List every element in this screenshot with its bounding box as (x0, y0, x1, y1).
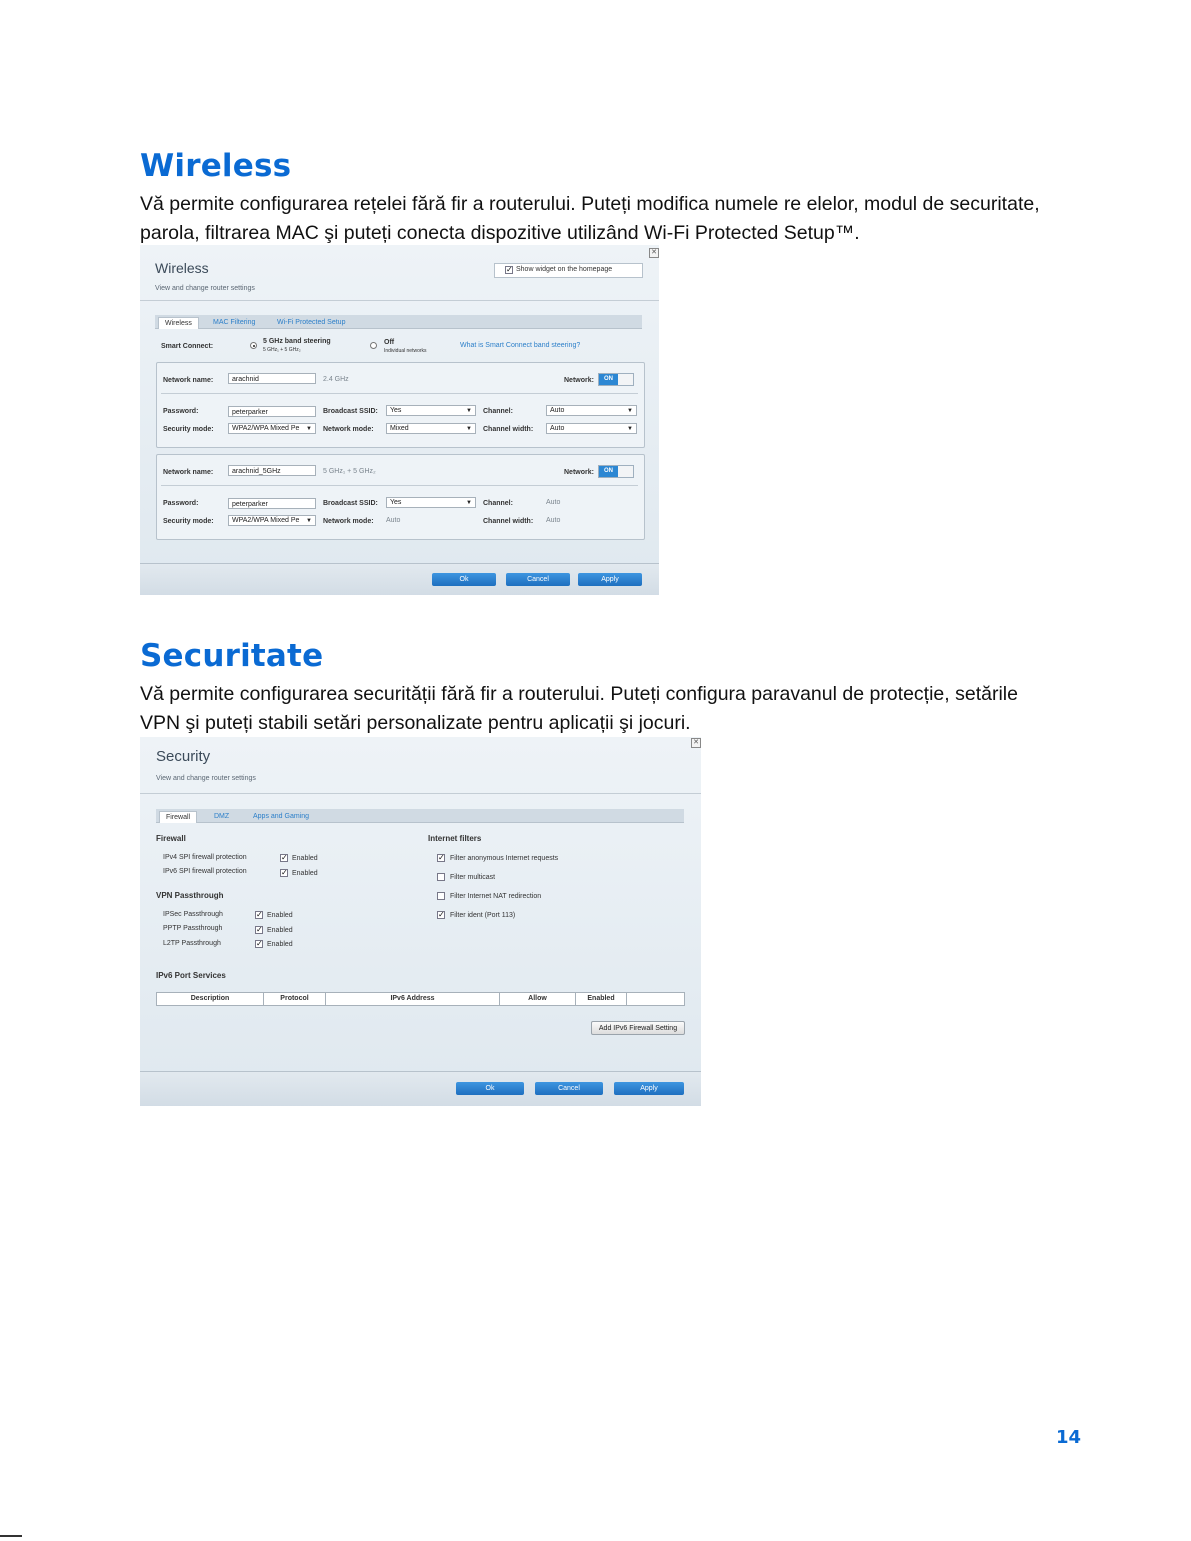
tab-dmz[interactable]: DMZ (214, 813, 230, 820)
network-name-label: Network name: (163, 469, 214, 476)
ipv4-spi-label: IPv4 SPI firewall protection (163, 854, 247, 861)
channel-label: Channel: (483, 500, 513, 507)
channel-width-value: Auto (546, 517, 561, 524)
tab-mac-filtering[interactable]: MAC Filtering (213, 319, 256, 326)
col-enabled: Enabled (576, 993, 627, 1005)
off-sub: Individual networks (384, 348, 427, 354)
ipsec-value: Enabled (267, 912, 293, 919)
broadcast-ssid-label: Broadcast SSID: (323, 500, 378, 507)
band-steering-sub: 5 GHz₁ + 5 GHz₂ (263, 347, 301, 353)
col-ipv6-address: IPv6 Address (326, 993, 500, 1005)
network-mode-value: Auto (386, 517, 401, 524)
ipsec-checkbox[interactable]: ✓ (256, 910, 263, 919)
ipsec-label: IPSec Passthrough (163, 911, 223, 918)
cancel-button[interactable]: Cancel (535, 1082, 603, 1095)
widget-option[interactable] (494, 263, 643, 278)
ipv4-spi-checkbox[interactable]: ✓ (281, 853, 288, 862)
l2tp-checkbox[interactable]: ✓ (256, 939, 263, 948)
security-mode-label: Security mode: (163, 426, 214, 433)
l2tp-value: Enabled (267, 941, 293, 948)
tab-wireless[interactable]: Wireless (158, 317, 199, 329)
footer-bar (140, 563, 659, 595)
password-input[interactable]: peterparker (228, 406, 316, 417)
security-mode-select[interactable] (228, 515, 316, 526)
network-toggle-label: Network: (564, 469, 594, 476)
network-mode-label: Network mode: (323, 518, 374, 525)
broadcast-ssid-label: Broadcast SSID: (323, 408, 378, 415)
band-steering-label: 5 GHz band steering (263, 338, 331, 345)
internet-filters-heading: Internet filters (428, 834, 482, 843)
chevron-down-icon: ▼ (627, 426, 633, 432)
apply-button[interactable]: Apply (614, 1082, 684, 1095)
security-mode-select[interactable] (228, 423, 316, 434)
channel-width-value: Auto (550, 425, 565, 432)
radio-band-steering[interactable] (250, 342, 257, 349)
panel-subtitle: View and change router settings (155, 285, 255, 292)
panel-subtitle: View and change router settings (156, 775, 256, 782)
network-name-input[interactable]: arachnid (228, 373, 316, 384)
vpn-heading: VPN Passthrough (156, 891, 224, 900)
security-mode-value: WPA2/WPA Mixed Pe (232, 517, 300, 524)
cancel-button[interactable]: Cancel (506, 573, 570, 586)
broadcast-ssid-value: Yes (390, 499, 402, 506)
password-label: Password: (163, 408, 199, 415)
panel-title: Security (156, 748, 211, 765)
section-title-wireless: Wireless (140, 148, 292, 184)
toggle-on: ON (599, 374, 618, 385)
network-name-label: Network name: (163, 377, 214, 384)
pptp-value: Enabled (267, 927, 293, 934)
filter-anonymous-checkbox[interactable]: ✓ (438, 853, 445, 862)
band-label: 5 GHz₁ + 5 GHz₂ (323, 468, 376, 475)
pptp-checkbox[interactable]: ✓ (256, 925, 263, 934)
wireless-screenshot (140, 245, 659, 595)
ipv6-table-header (156, 992, 685, 1006)
network-toggle[interactable] (598, 373, 634, 386)
ipv6-spi-value: Enabled (292, 870, 318, 877)
channel-select[interactable] (546, 405, 637, 416)
chevron-down-icon: ▼ (466, 408, 472, 414)
security-mode-label: Security mode: (163, 518, 214, 525)
smart-connect-label: Smart Connect: (161, 343, 214, 350)
check-icon[interactable]: ✓ (506, 265, 513, 274)
network-toggle-label: Network: (564, 377, 594, 384)
radio-off[interactable] (370, 342, 377, 349)
section-body-wireless: Vă permite configurarea rețelei fără fir a routerului. Puteți modifica numele re elelor, modul de securitate, parola, filtrarea MAC şi puteți conecta dispozitive utilizând Wi-Fi Protected Setup™. (140, 193, 1040, 244)
add-ipv6-firewall-button[interactable]: Add IPv6 Firewall Setting (591, 1021, 685, 1035)
band-label: 2.4 GHz (323, 376, 349, 383)
off-label: Off (384, 339, 395, 346)
page-number: 14 (1056, 1427, 1082, 1448)
footer-bar (140, 1071, 701, 1106)
chevron-down-icon: ▼ (306, 426, 312, 432)
divider (140, 300, 659, 301)
col-description: Description (157, 993, 264, 1005)
filter-multicast-checkbox[interactable] (437, 873, 445, 881)
col-protocol: Protocol (264, 993, 326, 1005)
filter-nat-checkbox[interactable] (437, 892, 445, 900)
channel-value: Auto (550, 407, 565, 414)
channel-width-label: Channel width: (483, 518, 534, 525)
smart-connect-link[interactable]: What is Smart Connect band steering? (460, 342, 581, 349)
filter-nat-label: Filter Internet NAT redirection (450, 893, 542, 900)
divider (161, 485, 638, 486)
network-toggle[interactable] (598, 465, 634, 478)
ipv6-spi-label: IPv6 SPI firewall protection (163, 868, 247, 875)
chevron-down-icon: ▼ (466, 426, 472, 432)
section-title-security: Securitate (140, 638, 324, 674)
network-mode-select[interactable] (386, 423, 476, 434)
network-name-input[interactable]: arachnid_5GHz (228, 465, 316, 476)
channel-width-label: Channel width: (483, 426, 534, 433)
security-screenshot (140, 737, 701, 1106)
l2tp-label: L2TP Passthrough (163, 940, 221, 947)
tab-apps-gaming[interactable]: Apps and Gaming (253, 813, 310, 820)
pptp-label: PPTP Passthrough (163, 925, 223, 932)
channel-width-select[interactable] (546, 423, 637, 434)
firewall-heading: Firewall (156, 834, 186, 843)
ipv4-spi-value: Enabled (292, 855, 318, 862)
ok-button[interactable]: Ok (432, 573, 496, 586)
password-input[interactable]: peterparker (228, 498, 316, 509)
band-24ghz-box (156, 362, 645, 448)
ok-button[interactable]: Ok (456, 1082, 524, 1095)
tab-bar (155, 315, 642, 329)
col-actions (627, 993, 684, 1005)
password-label: Password: (163, 500, 199, 507)
security-mode-value: WPA2/WPA Mixed Pe (232, 425, 300, 432)
bottom-mark (0, 1535, 22, 1537)
col-allow: Allow (500, 993, 576, 1005)
channel-value: Auto (546, 499, 561, 506)
divider (161, 393, 638, 394)
channel-label: Channel: (483, 408, 513, 415)
network-mode-value: Mixed (390, 425, 409, 432)
band-5ghz-box (156, 454, 645, 540)
apply-button[interactable]: Apply (578, 573, 642, 586)
filter-anonymous-label: Filter anonymous Internet requests (450, 855, 559, 862)
broadcast-ssid-select[interactable] (386, 405, 476, 416)
broadcast-ssid-select[interactable] (386, 497, 476, 508)
tab-wifi-protected-setup[interactable]: Wi-Fi Protected Setup (277, 319, 346, 326)
chevron-down-icon: ▼ (627, 408, 633, 414)
toggle-on: ON (599, 466, 618, 477)
ipv6-spi-checkbox[interactable]: ✓ (281, 868, 288, 877)
tab-firewall[interactable]: Firewall (159, 811, 197, 823)
network-mode-label: Network mode: (323, 426, 374, 433)
close-icon[interactable]: ✕ (649, 248, 659, 258)
chevron-down-icon: ▼ (466, 500, 472, 506)
tab-bar (156, 809, 684, 823)
broadcast-ssid-value: Yes (390, 407, 402, 414)
section-body-security: Vă permite configurarea securității fără fir a routerului. Puteți configura paravanul de protecție, setările VPN şi puteți stabili setări personalizate pentru aplicații şi jocuri. (140, 683, 1018, 734)
panel-title: Wireless (155, 260, 209, 276)
filter-ident-checkbox[interactable]: ✓ (438, 910, 445, 919)
widget-label: Show widget on the homepage (516, 266, 613, 273)
filter-ident-label: Filter ident (Port 113) (450, 912, 516, 919)
filter-multicast-label: Filter multicast (450, 874, 496, 881)
ipv6-heading: IPv6 Port Services (156, 971, 226, 980)
chevron-down-icon: ▼ (306, 518, 312, 524)
close-icon[interactable]: ✕ (691, 738, 701, 748)
divider (140, 793, 701, 794)
